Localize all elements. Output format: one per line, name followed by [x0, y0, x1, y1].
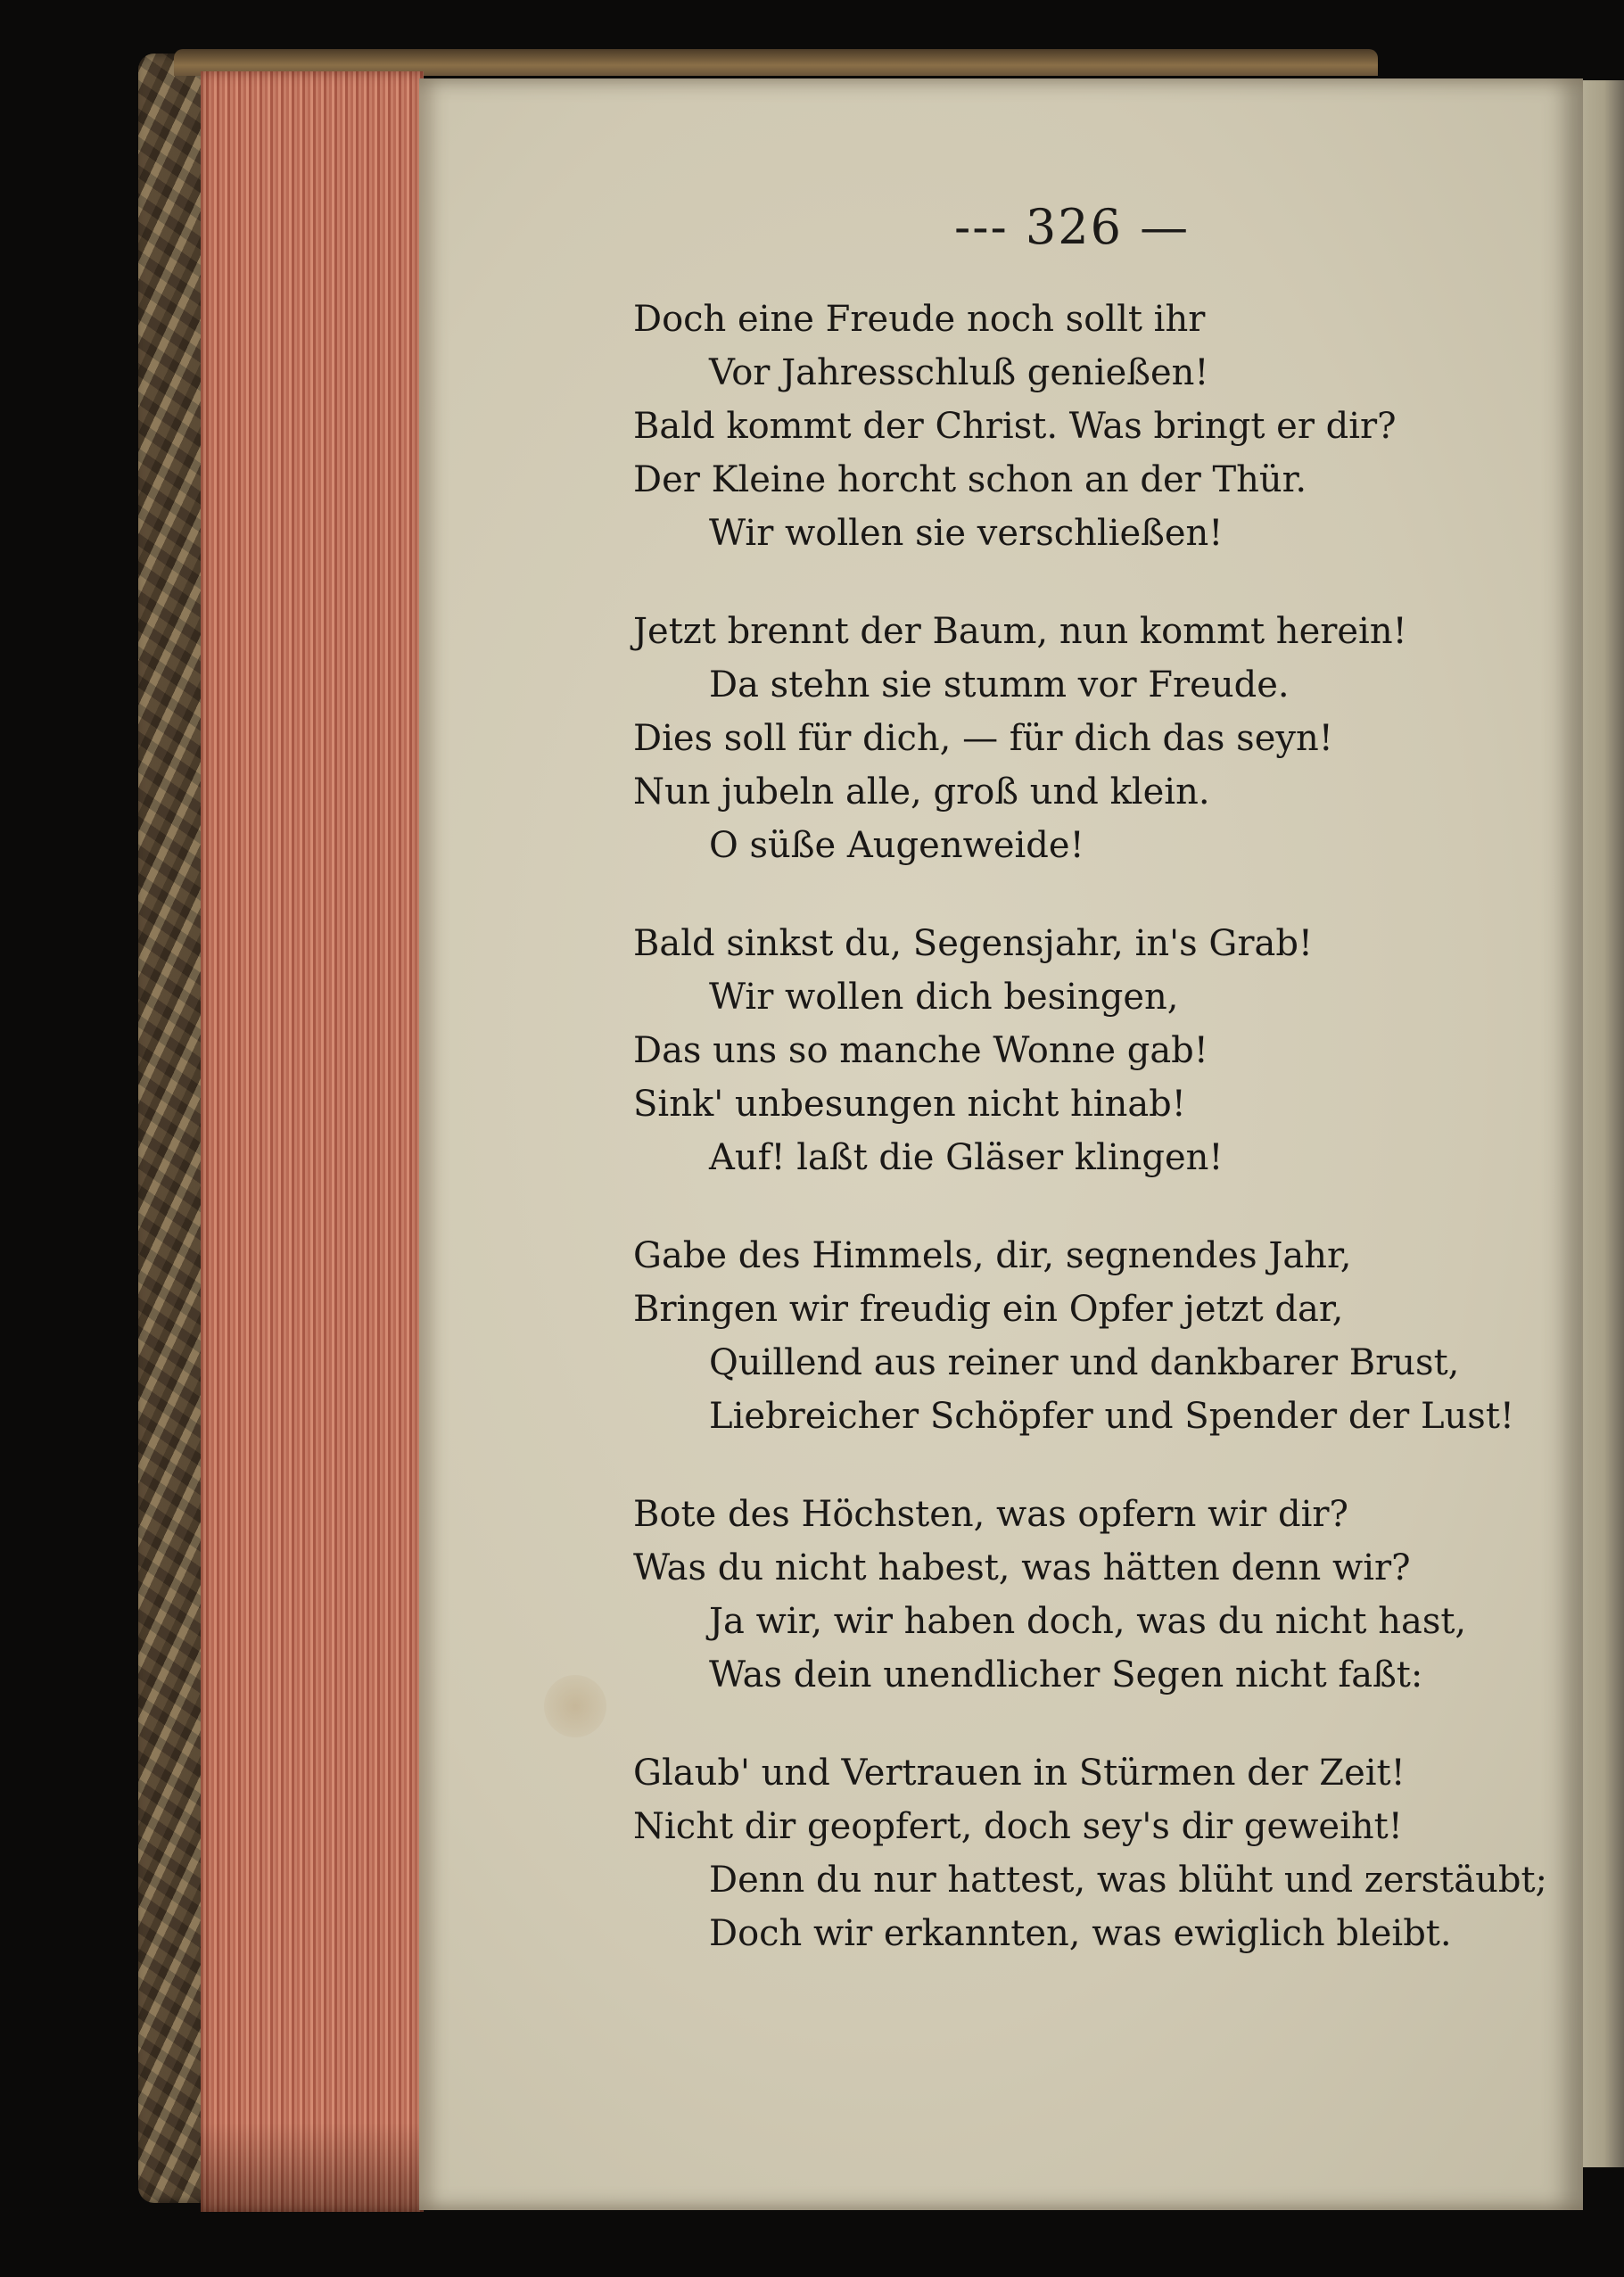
poem-line: Bringen wir freudig ein Opfer jetzt dar, — [633, 1289, 1344, 1330]
poem-line: Auf! laßt die Gläser klingen! — [709, 1137, 1224, 1178]
poem-line: Bote des Höchsten, was opfern wir dir? — [633, 1494, 1348, 1535]
poem-stanza — [633, 1229, 1552, 1443]
poem-line: Der Kleine horcht schon an der Thür. — [633, 459, 1307, 500]
poem-line: Was dein unendlicher Segen nicht faßt: — [709, 1654, 1423, 1695]
poem-line: O süße Augenweide! — [709, 825, 1084, 866]
poem-line: Quillend aus reiner und dankbarer Brust, — [709, 1342, 1460, 1383]
page-number: --- 326 — — [954, 199, 1191, 255]
paper-stain — [544, 1675, 606, 1737]
poem-line: Denn du nur hattest, was blüht und zerstäubt; — [709, 1860, 1547, 1901]
poem-line: Liebreicher Schöpfer und Spender der Lust! — [709, 1396, 1514, 1437]
poem-body — [633, 293, 1552, 2005]
poem-stanza — [633, 1746, 1552, 1960]
poem-stanza — [633, 1488, 1552, 1702]
poem-line: Sink' unbesungen nicht hinab! — [633, 1084, 1186, 1125]
poem-line: Bald kommt der Christ. Was bringt er dir? — [633, 406, 1397, 447]
poem-line: Wir wollen sie verschließen! — [709, 513, 1224, 554]
poem-stanza — [633, 293, 1552, 560]
poem-line: Das uns so manche Wonne gab! — [633, 1030, 1208, 1071]
poem-line: Dies soll für dich, — für dich das seyn! — [633, 718, 1333, 759]
red-page-edges — [201, 71, 424, 2212]
poem-line: Glaub' und Vertrauen in Stürmen der Zeit! — [633, 1753, 1406, 1794]
poem-line: Da stehn sie stumm vor Freude. — [709, 664, 1290, 705]
page-edges-shadow — [201, 2123, 424, 2212]
book-page — [419, 78, 1583, 2210]
poem-line: Wir wollen dich besingen, — [709, 977, 1179, 1018]
poem-line: Was du nicht habest, was hätten denn wir? — [633, 1547, 1411, 1588]
poem-line: Nun jubeln alle, groß und klein. — [633, 771, 1210, 813]
poem-line: Nicht dir geopfert, doch sey's dir geweiht! — [633, 1806, 1403, 1847]
poem-line: Bald sinkst du, Segensjahr, in's Grab! — [633, 923, 1313, 964]
poem-stanza — [633, 917, 1552, 1184]
poem-line: Gabe des Himmels, dir, segnendes Jahr, — [633, 1235, 1352, 1276]
poem-line: Vor Jahresschluß genießen! — [709, 352, 1209, 393]
poem-line: Jetzt brennt der Baum, nun kommt herein! — [633, 611, 1407, 652]
poem-line: Doch eine Freude noch sollt ihr — [633, 299, 1206, 340]
poem-line: Ja wir, wir haben doch, was du nicht hast, — [709, 1601, 1467, 1642]
poem-stanza — [633, 605, 1552, 872]
poem-line: Doch wir erkannten, was ewiglich bleibt. — [709, 1913, 1452, 1954]
